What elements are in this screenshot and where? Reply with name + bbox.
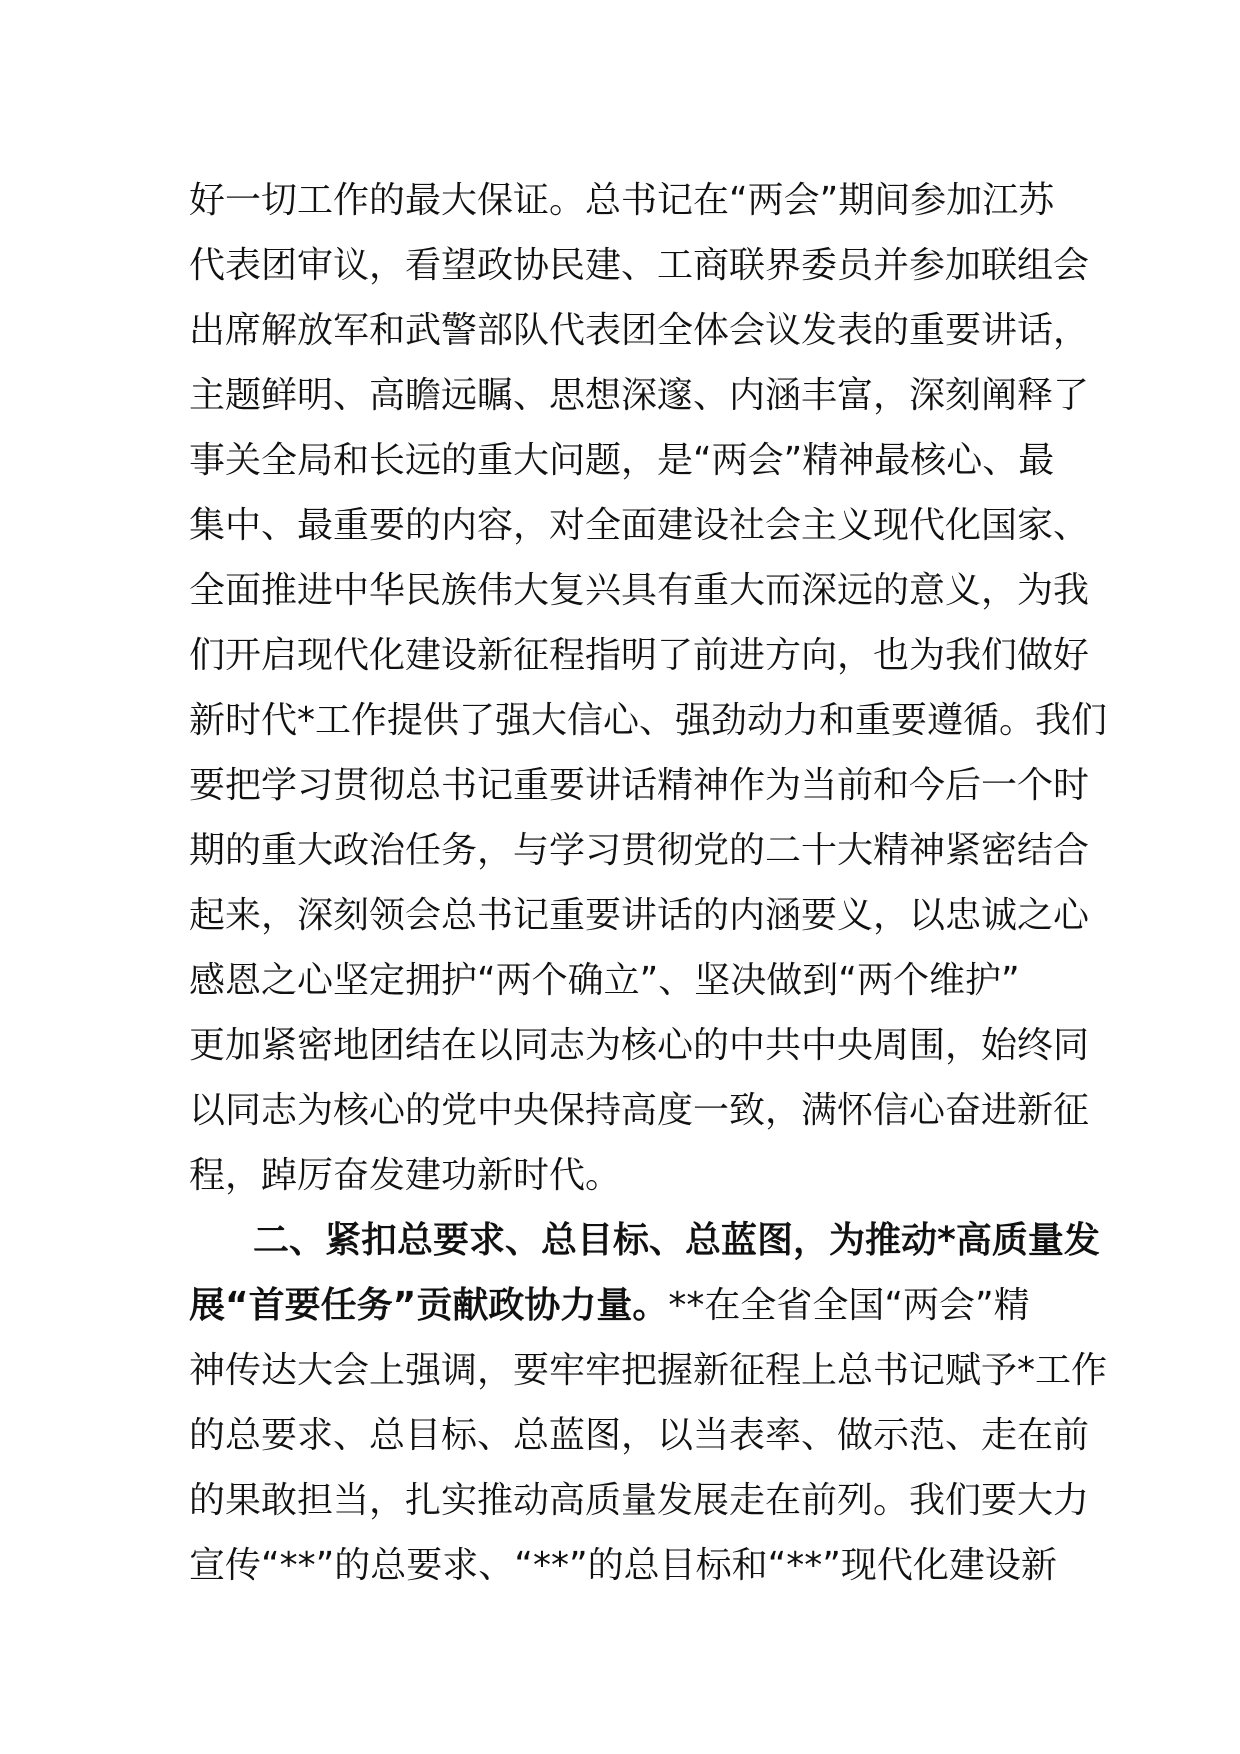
- paragraph-line: 神传达大会上强调，要牢牢把握新征程上总书记赋予*工作: [189, 1350, 1108, 1391]
- paragraph-line: 要把学习贯彻总书记重要讲话精神作为当前和今后一个时: [189, 765, 1090, 806]
- paragraph-line: 起来，深刻领会总书记重要讲话的内涵要义，以忠诚之心: [189, 895, 1090, 936]
- paragraph-line: 好一切工作的最大保证。总书记在“两会”期间参加江苏: [189, 180, 1055, 221]
- paragraph-line: 集中、最重要的内容，对全面建设社会主义现代化国家、: [189, 505, 1090, 546]
- body-text: [189, 168, 1108, 1598]
- paragraph-line: 的果敢担当，扎实推动高质量发展走在前列。我们要大力: [189, 1480, 1090, 1521]
- paragraph-line: 事关全局和长远的重大问题，是“两会”精神最核心、最: [189, 440, 1055, 481]
- paragraph-line: 们开启现代化建设新征程指明了前进方向，也为我们做好: [189, 635, 1090, 676]
- paragraph-line: 出席解放军和武警部队代表团全体会议发表的重要讲话，: [189, 310, 1090, 351]
- paragraph-line: 全面推进中华民族伟大复兴具有重大而深远的意义，为我: [189, 570, 1090, 611]
- paragraph-line: 程，踔厉奋发建功新时代。: [189, 1155, 622, 1196]
- paragraph-line: 以同志为核心的党中央保持高度一致，满怀信心奋进新征: [189, 1090, 1090, 1131]
- section-heading-rest: **在全省全国“两会”精: [668, 1285, 1030, 1326]
- paragraph-line: 的总要求、总目标、总蓝图，以当表率、做示范、走在前: [189, 1415, 1090, 1456]
- section-heading-line: 二、紧扣总要求、总目标、总蓝图，为推动*高质量发: [253, 1220, 1100, 1261]
- paragraph-line: 宣传“**”的总要求、“**”的总目标和“**”现代化建设新: [189, 1545, 1057, 1586]
- paragraph-line: 感恩之心坚定拥护“两个确立”、坚决做到“两个维护”: [189, 960, 1020, 1001]
- paragraph-line: 代表团审议，看望政协民建、工商联界委员并参加联组会: [189, 245, 1090, 286]
- paragraph-line: 主题鲜明、高瞻远瞩、思想深邃、内涵丰富，深刻阐释了: [189, 375, 1090, 416]
- section-heading-line-2: [189, 1273, 1055, 1338]
- paragraph-line: 期的重大政治任务，与学习贯彻党的二十大精神紧密结合: [189, 830, 1090, 871]
- paragraph-line: 更加紧密地团结在以同志为核心的中共中央周围，始终同: [189, 1025, 1090, 1066]
- section-heading-bold: 展“首要任务”贡献政协力量。: [189, 1285, 669, 1326]
- paragraph-line: 新时代*工作提供了强大信心、强劲动力和重要遵循。我们: [189, 700, 1108, 741]
